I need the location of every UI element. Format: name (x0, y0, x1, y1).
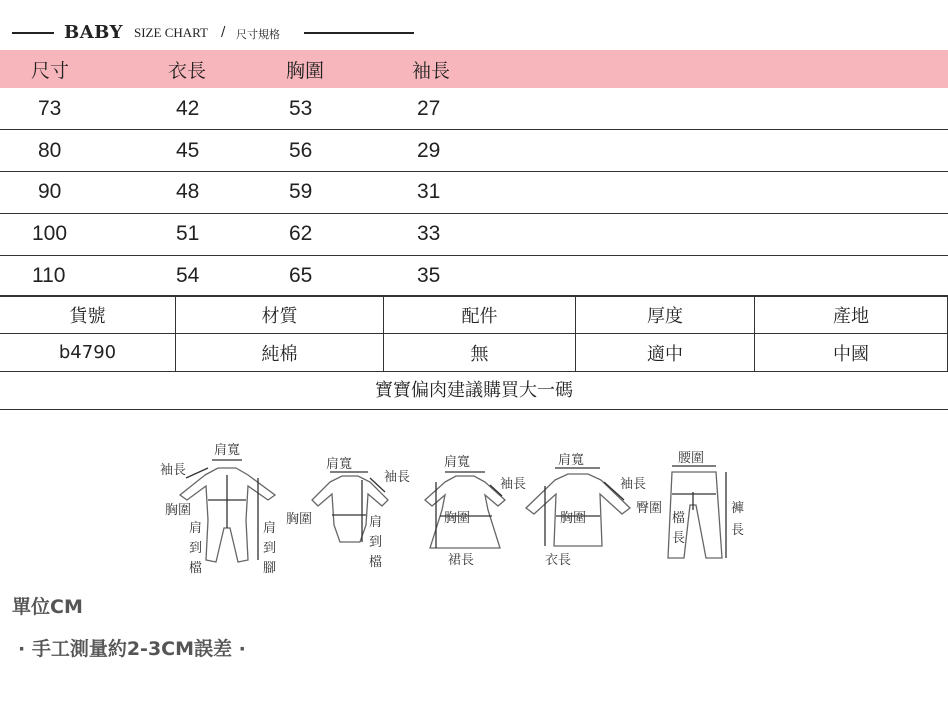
col-chest: 胸圍 (286, 60, 325, 82)
cell-chest: 59 (289, 180, 313, 204)
bodysuit-label: 袖長 (384, 470, 411, 485)
bodysuit-label: 檔 (369, 555, 383, 570)
top-label: 衣長 (545, 553, 572, 568)
cell-sleeve: 31 (417, 180, 441, 204)
info-header-item-no: 貨號 (0, 296, 176, 334)
romper-label: 肩寬 (214, 443, 241, 458)
pants-label: 檔 (672, 511, 686, 526)
cell-size: 90 (38, 180, 62, 204)
size-chart-title: SIZE CHART (134, 25, 208, 40)
cell-sleeve: 33 (417, 222, 441, 246)
bodysuit-label: 肩寬 (326, 457, 353, 472)
cell-sleeve: 35 (417, 264, 441, 288)
dress-label: 裙長 (448, 553, 475, 568)
info-origin: 中國 (755, 334, 948, 372)
info-header-origin: 產地 (755, 296, 948, 334)
measurement-diagrams (0, 430, 948, 590)
romper-label: 肩 (263, 521, 277, 536)
cell-length: 42 (176, 96, 200, 120)
size-table-header (0, 50, 948, 88)
col-length: 衣長 (168, 60, 207, 82)
bodysuit-label: 到 (369, 535, 383, 550)
romper-label: 到 (189, 541, 203, 556)
product-info-table (0, 295, 948, 372)
cell-size: 80 (38, 138, 62, 162)
header-rule-right (304, 32, 414, 34)
info-material: 純棉 (176, 334, 384, 372)
col-sleeve: 袖長 (412, 60, 451, 82)
table-row (0, 172, 948, 214)
cell-chest: 62 (289, 222, 313, 246)
table-row (0, 213, 948, 255)
info-thickness: 適中 (576, 334, 755, 372)
romper-label: 肩 (189, 521, 203, 536)
header-rule-left (12, 32, 54, 34)
top-label: 胸圍 (560, 511, 587, 526)
cell-length: 51 (176, 222, 200, 246)
romper-label: 到 (263, 541, 277, 556)
cell-sleeve: 27 (417, 96, 441, 120)
info-header-thickness: 厚度 (576, 296, 755, 334)
header-separator: / (221, 25, 226, 40)
cell-size: 100 (32, 222, 68, 246)
pants-label: 臀圍 (636, 501, 663, 516)
cell-size: 110 (32, 264, 66, 288)
dress-label: 胸圍 (444, 511, 471, 526)
cell-sleeve: 29 (417, 138, 441, 162)
romper-label: 檔 (189, 561, 203, 576)
cell-chest: 53 (289, 96, 313, 120)
cell-length: 48 (176, 180, 200, 204)
bodysuit-label: 胸圍 (286, 512, 313, 527)
table-row (0, 88, 948, 130)
info-accessory: 無 (384, 334, 576, 372)
cell-length: 54 (176, 264, 200, 288)
top-label: 肩寬 (558, 453, 585, 468)
pants-label: 長 (672, 531, 686, 546)
table-row (0, 255, 948, 297)
romper-label: 胸圍 (165, 503, 192, 518)
dress-label: 袖長 (500, 477, 527, 492)
unit-label: 單位CM (12, 596, 83, 618)
size-chart-title-cn: 尺寸規格 (236, 28, 280, 41)
info-header-accessory: 配件 (384, 296, 576, 334)
top-diagram (526, 468, 630, 546)
info-header-material: 材質 (176, 296, 384, 334)
size-advice-note: 寶寶偏肉建議購買大一碼 (0, 372, 948, 410)
romper-label: 腳 (263, 561, 277, 576)
pants-label: 腰圍 (678, 451, 705, 466)
cell-chest: 65 (289, 264, 313, 288)
info-item-no: b4790 (0, 334, 176, 372)
cell-chest: 56 (289, 138, 313, 162)
info-value-row (0, 334, 948, 372)
pants-label: 長 (731, 523, 745, 538)
dress-label: 肩寬 (444, 455, 471, 470)
top-label: 袖長 (620, 477, 647, 492)
size-table (0, 50, 948, 297)
measurement-error-note: · 手工測量約2-3CM誤差 · (18, 638, 246, 660)
bodysuit-label: 肩 (369, 515, 383, 530)
col-size: 尺寸 (31, 60, 70, 82)
dress-diagram (425, 472, 505, 548)
chart-header (0, 22, 420, 42)
info-header-row (0, 296, 948, 334)
cell-length: 45 (176, 138, 200, 162)
cell-size: 73 (38, 96, 62, 120)
table-row (0, 130, 948, 172)
bodysuit-diagram (312, 472, 388, 542)
pants-label: 褲 (731, 501, 745, 516)
brand-title: BABY (64, 22, 123, 43)
romper-label: 袖長 (160, 463, 187, 478)
